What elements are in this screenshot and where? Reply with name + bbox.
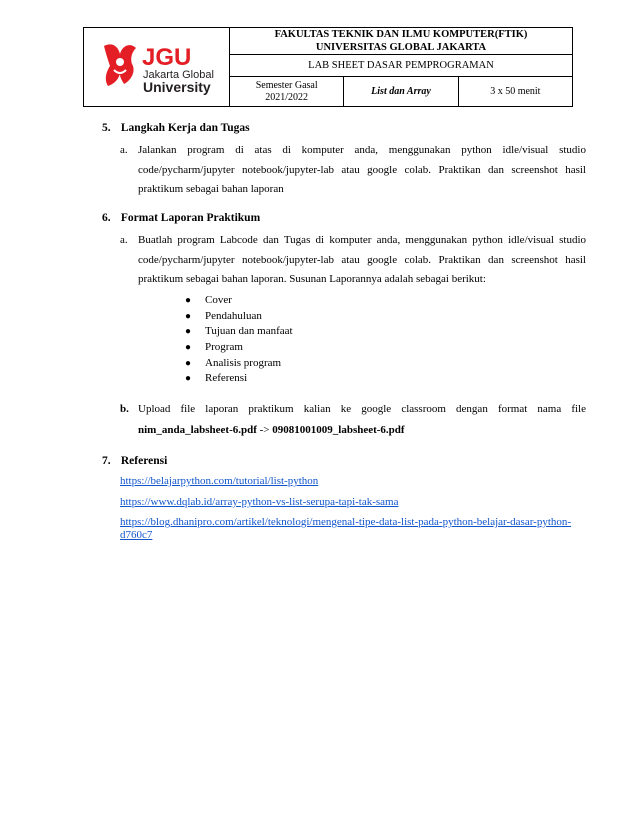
logo-line2: University xyxy=(143,79,211,95)
jgu-logo xyxy=(84,28,229,106)
logo-cell xyxy=(84,28,230,107)
section-6-item-b-label: b. xyxy=(120,403,129,415)
section-6-item-a xyxy=(120,231,586,290)
logo-line1: Jakarta Global xyxy=(143,69,214,81)
list-item: ● Pendahuluan xyxy=(185,309,293,325)
list-item: ● Tujuan dan manfaat xyxy=(185,324,293,340)
jgu-logo-icon xyxy=(102,40,222,96)
bullet-icon: ● xyxy=(185,295,192,306)
section-5-item-a xyxy=(120,141,586,200)
semester-line2: 2021/2022 xyxy=(265,91,309,103)
section-5-heading xyxy=(102,122,250,134)
section-6-number: 6. xyxy=(102,212,111,224)
section-6-item-a-label: a. xyxy=(120,234,128,246)
section-6-item-b xyxy=(120,399,586,441)
bullet-icon: ● xyxy=(185,326,192,338)
section-7-title: Referensi xyxy=(120,455,168,467)
topic-cell: List dan Array xyxy=(344,77,458,107)
section-6-heading xyxy=(102,212,260,224)
semester-cell xyxy=(230,77,344,107)
course-title: LAB SHEET DASAR PEMPROGRAMAN xyxy=(230,55,573,77)
faculty-line2: UNIVERSITAS GLOBAL JAKARTA xyxy=(315,42,487,53)
list-item: ● Referensi xyxy=(185,371,293,387)
faculty-line1: FAKULTAS TEKNIK DAN ILMU KOMPUTER(FTIK) xyxy=(274,29,528,40)
section-5-item-a-text: Jalankan program di atas di komputer anda, menggunakan python idle/visual studio code/pycharm/jupyter notebook/jupyter-lab atau google colab. Praktikan dan screenshot hasil praktikum sebagai bahan laporan xyxy=(138,144,586,195)
report-structure-list xyxy=(185,293,293,387)
section-5-item-a-label: a. xyxy=(120,144,128,156)
bullet-icon: ● xyxy=(185,357,192,369)
list-item: ● Cover xyxy=(185,293,293,309)
section-7-number: 7. xyxy=(102,455,111,467)
section-5-title: Langkah Kerja dan Tugas xyxy=(120,122,250,134)
faculty-title xyxy=(230,28,573,55)
section-7-heading xyxy=(102,455,167,467)
reference-link-dqlab[interactable]: https://www.dqlab.id/array-python-vs-list-serupa-tapi-tak-sama xyxy=(120,496,399,508)
section-5-number: 5. xyxy=(102,122,111,134)
semester-line1: Semester Gasal xyxy=(255,79,318,91)
reference-link-dhanipro[interactable]: https://blog.dhanipro.com/artikel/teknologi/mengenal-tipe-data-list-pada-python-belajar-dasar-python-d760c7 xyxy=(120,516,572,541)
list-item: ● Program xyxy=(185,340,293,356)
bullet-icon: ● xyxy=(185,342,192,354)
filename-example: 09081001009_labsheet-6.pdf xyxy=(272,424,405,436)
filename-format: nim_anda_labsheet-6.pdf xyxy=(138,424,257,436)
logo-letters: JGU xyxy=(142,44,192,71)
duration-cell: 3 x 50 menit xyxy=(458,77,572,107)
list-item: ● Analisis program xyxy=(185,356,293,372)
section-6-title: Format Laporan Praktikum xyxy=(120,212,261,224)
reference-link-belajarpython[interactable]: https://belajarpython.com/tutorial/list-python xyxy=(120,475,319,487)
bullet-icon: ● xyxy=(185,310,192,322)
section-6-item-b-text: Upload file laporan praktikum kalian ke google classroom dengan format nama file nim_anda_labsheet-6.pdf -> 09081001009_labsheet-6.pdf xyxy=(138,403,586,436)
bullet-icon: ● xyxy=(185,373,192,385)
section-6-item-a-text: Buatlah program Labcode dan Tugas di komputer anda, menggunakan python idle/visual studio code/pycharm/jupyter notebook/jupyter-lab atau google colab. Praktikan dan screenshot hasil praktikum sebagai bahan laporan. Susunan Laporannya adalah sebagai berikut: xyxy=(138,234,586,285)
header-table xyxy=(83,27,573,107)
